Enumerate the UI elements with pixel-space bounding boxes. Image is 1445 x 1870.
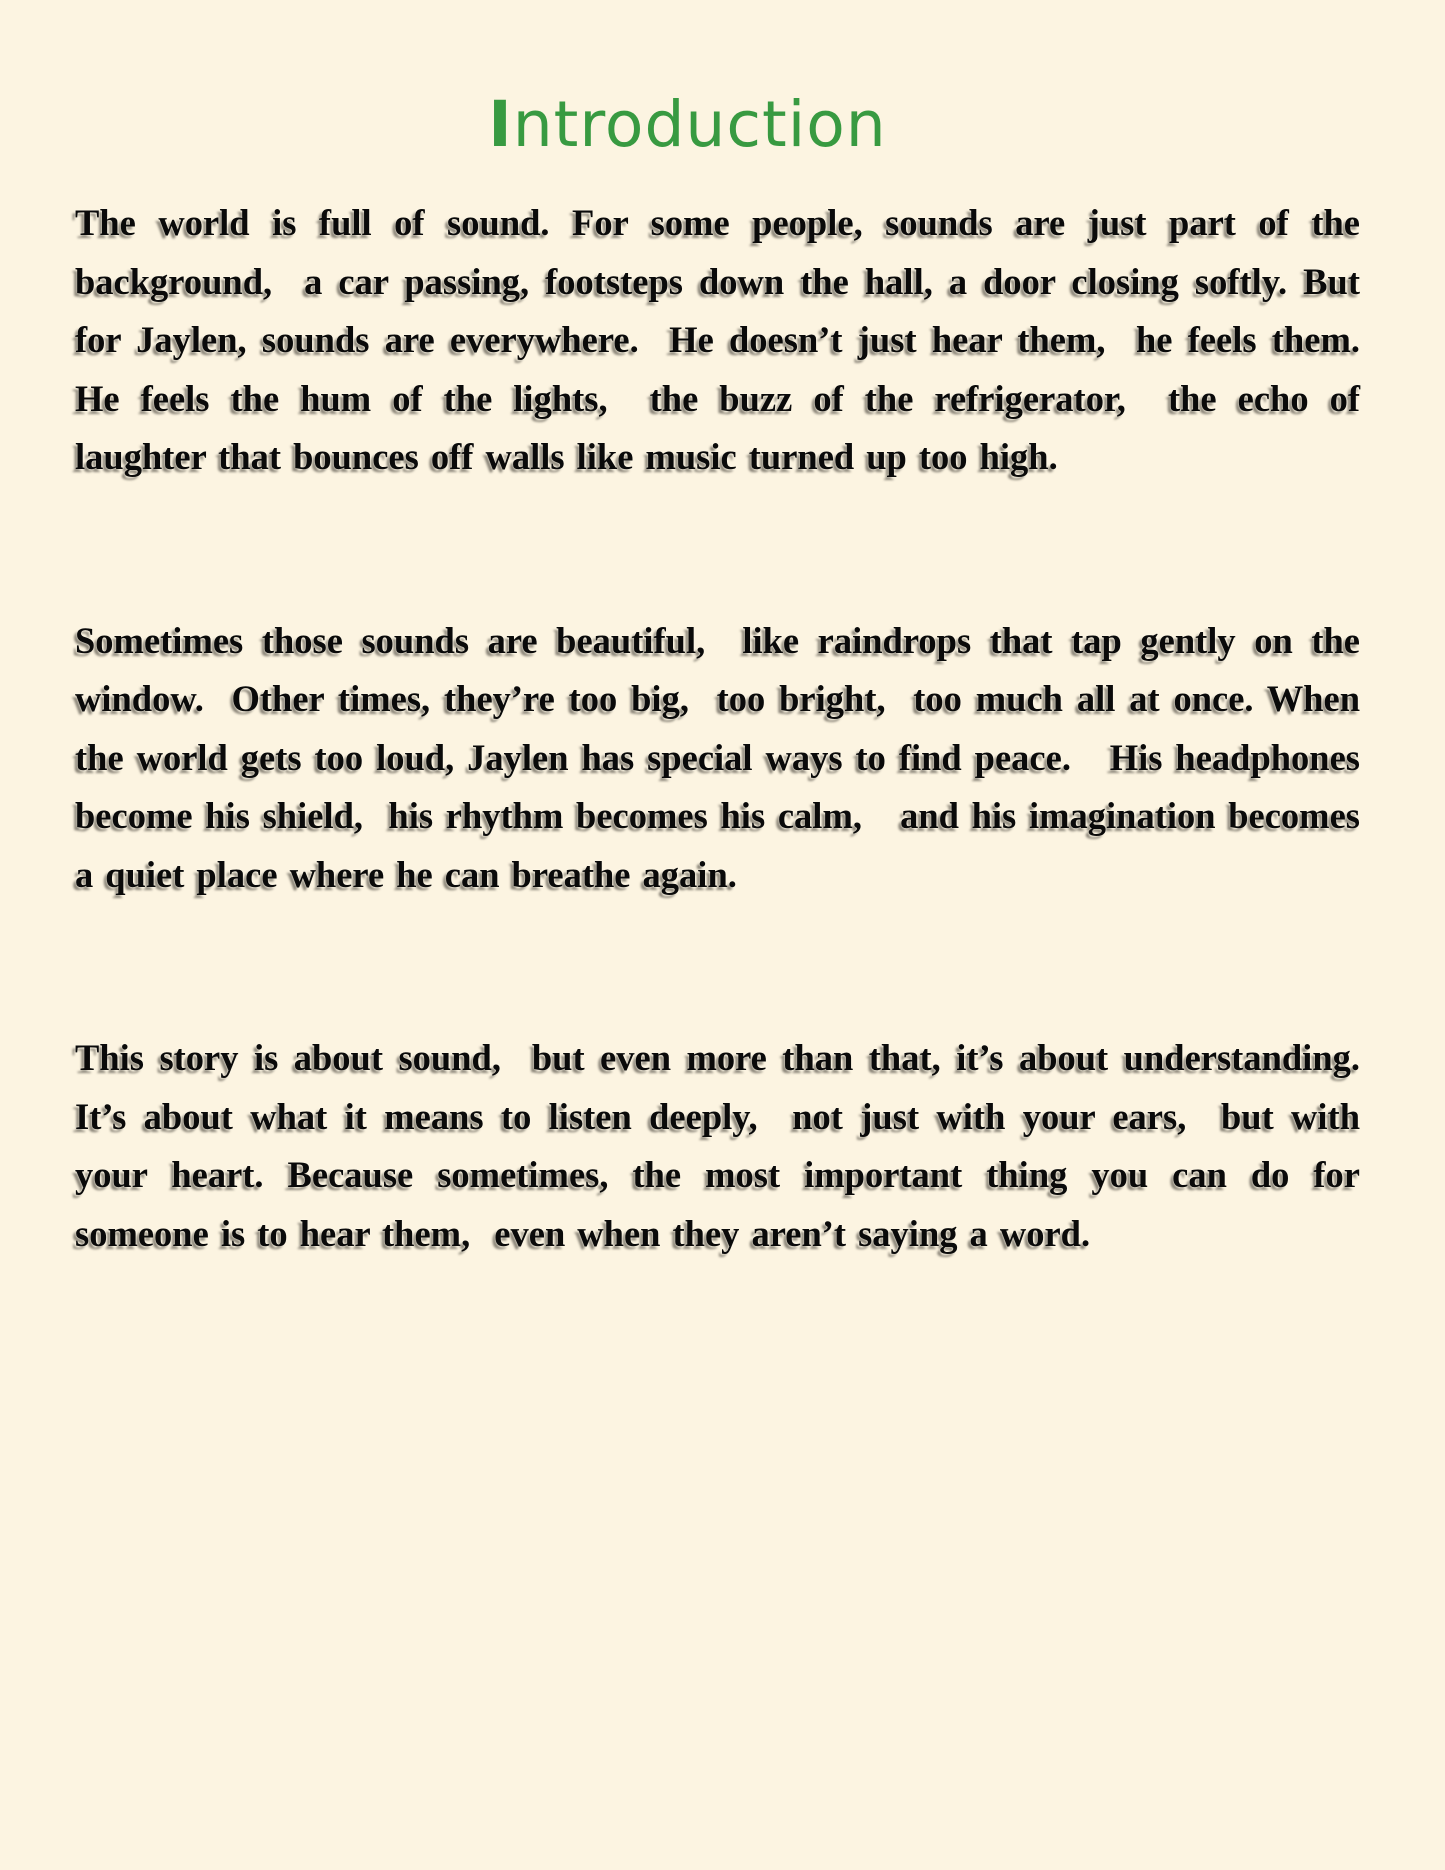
page-title-rest: ntroduction xyxy=(512,88,887,161)
body-text xyxy=(75,194,1385,1263)
page-title xyxy=(75,88,1300,161)
page-title-first-letter: I xyxy=(488,88,513,161)
paragraph-2: Sometimes those sounds are beautiful, like raindrops that tap gently on the window. Other times, they’re too big, too bright, too much all at once. When the world gets too loud, Jaylen has special ways to find peace. His headphones become his shield, his rhythm becomes his calm, and his imagination becomes a quiet place where he can breathe again. xyxy=(75,619,1373,895)
paragraph-3: This story is about sound, but even more than that, it’s about understanding. It’s about what it means to listen deeply, not just with your ears, but with your heart. Because sometimes, the most important thing you can do for someone is to hear them, even when they aren’t saying a word. xyxy=(75,1037,1373,1254)
paragraph-1: The world is full of sound. For some people, sounds are just part of the background, a car passing, footsteps down the hall, a door closing softly. But for Jaylen, sounds are everywhere. He doesn’t just hear them, he feels them. He feels the hum of the lights, the buzz of the refrigerator, the echo of laughter that bounces off walls like music turned up too high. xyxy=(75,202,1385,478)
